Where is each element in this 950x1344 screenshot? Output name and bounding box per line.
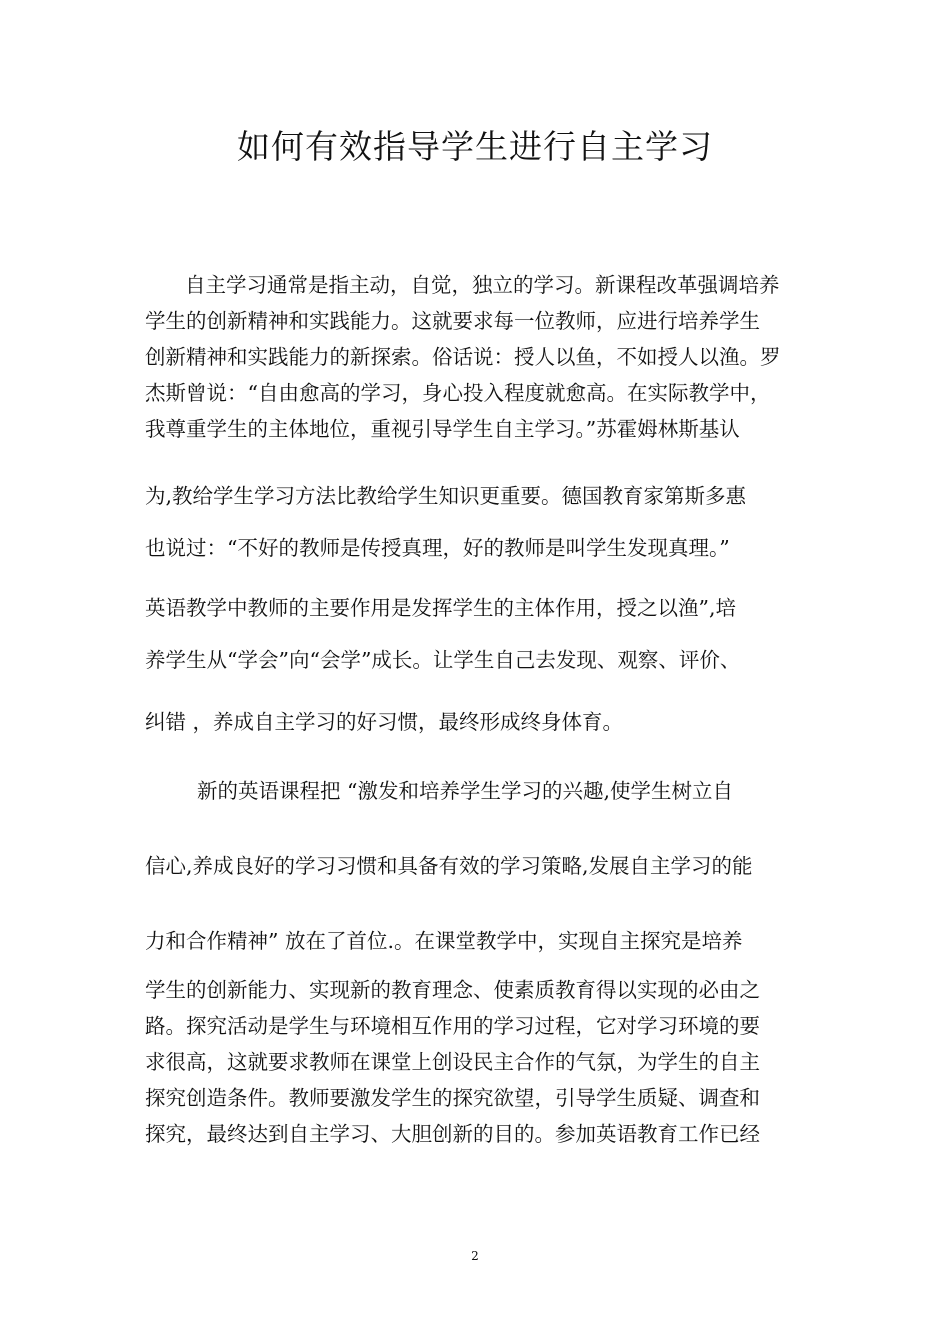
paragraph-line: 路。探究活动是学生与环境相互作用的学习过程，它对学习环境的要 (145, 1014, 760, 1038)
paragraph-line: 也说过：“不好的教师是传授真理，好的教师是叫学生发现真理。” (145, 536, 730, 560)
paragraph-line: 杰斯曾说：“自由愈高的学习，身心投入程度就愈高。在实际教学中， (145, 381, 771, 405)
paragraph-line: 探究，最终达到自主学习、大胆创新的目的。参加英语教育工作已经 (145, 1122, 760, 1146)
paragraph-line: 纠错 ，养成自主学习的好习惯，最终形成终身体育。 (145, 710, 624, 734)
paragraph-line: 求很高，这就要求教师在课堂上创设民主合作的气氛，为学生的自主 (145, 1050, 760, 1074)
paragraph-line: 新的英语课程把 “激发和培养学生学习的兴趣,使学生树立自 (197, 779, 734, 803)
paragraph-line: 学生的创新精神和实践能力。这就要求每一位教师，应进行培养学生 (145, 309, 760, 333)
document-title: 如何有效指导学生进行自主学习 (237, 127, 713, 166)
paragraph-line: 英语教学中教师的主要作用是发挥学生的主体作用，授之以渔”,培 (145, 596, 736, 620)
paragraph-line: 养学生从“学会”向“会学”成长。让学生自己去发现、观察、评价、 (145, 648, 741, 672)
paragraph-line: 我尊重学生的主体地位，重视引导学生自主学习。”苏霍姆林斯基认 (145, 417, 740, 441)
paragraph-line: 自主学习通常是指主动，自觉，独立的学习。新课程改革强调培养 (185, 273, 780, 297)
paragraph-line: 力和合作精神” 放在了首位.。在课堂教学中，实现自主探究是培养 (145, 929, 743, 953)
paragraph-line: 探究创造条件。教师要激发学生的探究欲望，引导学生质疑、调查和 (145, 1086, 760, 1110)
paragraph-line: 为,教给学生学习方法比教给学生知识更重要。德国教育家第斯多惠 (145, 484, 747, 508)
paragraph-line: 创新精神和实践能力的新探索。俗话说：授人以鱼，不如授人以渔。罗 (145, 345, 781, 369)
page-number: 2 (471, 1249, 479, 1263)
paragraph-line: 信心,养成良好的学习习惯和具备有效的学习策略,发展自主学习的能 (145, 854, 753, 878)
paragraph-line: 学生的创新能力、实现新的教育理念、使素质教育得以实现的必由之 (145, 978, 760, 1002)
